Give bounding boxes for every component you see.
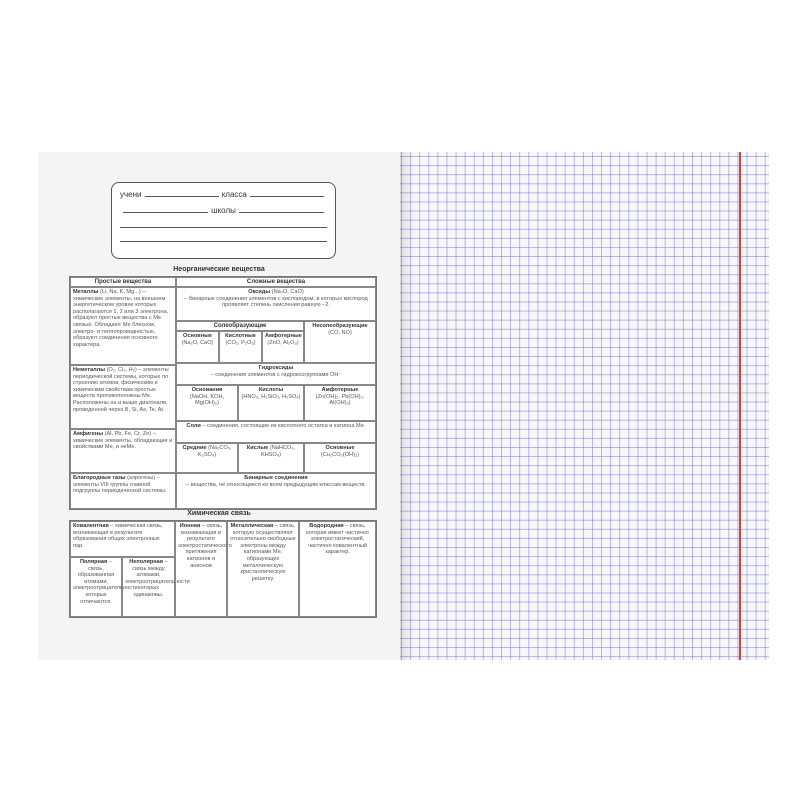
left-page xyxy=(38,152,401,660)
basic-oxides-ex: (Na₂O, CaO) xyxy=(181,339,214,346)
amphoteric-oxides-ex: (ZnO, Al₂O₃) xyxy=(267,339,299,346)
student-label: учени xyxy=(120,190,142,199)
salts-cell xyxy=(176,421,376,443)
hydrogen-title: Водородная xyxy=(309,523,344,529)
hydrogen-text: – связь, которая имеет частично электростатический, частично ковалентный характер. xyxy=(306,523,369,556)
name-label-box xyxy=(111,182,336,259)
complex-header: Сложные вещества xyxy=(176,277,376,287)
student-line xyxy=(145,195,219,197)
amph-hydr-title: Амфотерные xyxy=(321,387,359,393)
amphigens-text: (Al, Pb, Fe, Cr, Zn) – химические элементы, обладающие и свойствами Ме, и неМе. xyxy=(73,431,173,451)
bases-title: Основания xyxy=(191,387,223,393)
metals-text: (Li, Na, K, Mg...) – химические элементы, на внешнем энергетическом уровне которых располагаются 1, 2 или 3 электрона, образуют простые вещества с Ме связью. Обладают Ме блеском, электро- и теплопроводностью, образуют соединения основного характера. xyxy=(73,289,169,348)
acids-cell xyxy=(238,385,304,421)
medium-salts-cell xyxy=(176,443,238,473)
basic-oxides-title: Основные xyxy=(183,333,212,339)
label-row-student xyxy=(120,190,327,199)
hydroxides-text: – соединения элементов с гидроксогруппами OH⁻ xyxy=(210,371,342,378)
inorganic-title: Неорганические вещества xyxy=(173,266,265,273)
polar-text: – связь, образованная атомами, электроотрицательности которых отличаются. xyxy=(73,559,138,605)
bonds-table xyxy=(69,520,377,618)
non-salt-forming-cell xyxy=(304,321,376,363)
acidic-oxides-cell xyxy=(219,331,262,363)
salts-title: Соли xyxy=(186,423,201,429)
metallic-title: Металлическая xyxy=(230,523,274,529)
amph-hydr-ex: (Zn(OH)₂, Pb(OH)₂, Al(OH)₃) xyxy=(315,393,365,407)
nonpolar-cell xyxy=(122,557,190,617)
basic-salts-cell xyxy=(304,443,376,473)
medium-salts-ex: (Na₂CO₃, K₂SO₄) xyxy=(197,445,232,458)
amphigens-title: Амфигены xyxy=(73,431,104,437)
polar-cell xyxy=(70,557,138,617)
polar-title: Полярная xyxy=(80,559,108,565)
acidic-oxides-ex: (CO₂, P₂O₅) xyxy=(225,339,256,346)
metals-cell xyxy=(70,287,176,365)
class-label: класса xyxy=(221,190,247,199)
medium-salts-title: Средние xyxy=(182,445,207,451)
binary-text: – вещества, не относящиеся ко всем предыдущим классам веществ. xyxy=(186,481,366,488)
ionic-cell xyxy=(175,521,232,617)
salt-forming-header: Солеобразующие xyxy=(176,321,304,331)
metallic-cell xyxy=(227,521,299,617)
basic-oxides-cell xyxy=(176,331,219,363)
acids-ex: (HNO₃, H₂SiO₃, H₂SO₄) xyxy=(241,393,301,400)
label-line-4 xyxy=(120,241,327,242)
bonds-title: Химическая связь xyxy=(187,510,251,517)
spine-shadow xyxy=(400,152,414,660)
non-salt-forming-title: Несолеобразующие xyxy=(312,323,368,329)
non-salt-forming-ex: (CO, NO) xyxy=(328,329,352,336)
pre-school-line xyxy=(123,211,208,213)
oxides-cell xyxy=(176,287,376,321)
oxides-text: – бинарные соединения элементов с кислородом, в которых кислород проявляет степень окисления равную –2. xyxy=(184,295,368,309)
simple-header: Простые вещества xyxy=(70,277,176,287)
school-line xyxy=(239,211,324,213)
covalent-cell xyxy=(70,521,175,557)
nonpolar-text: – связь между атомами, электроотрицательности которых одинаковы. xyxy=(125,559,190,598)
inorganic-table xyxy=(69,276,377,510)
bases-cell xyxy=(176,385,238,421)
amphigens-cell xyxy=(70,429,176,473)
acid-salts-ex: (NaHCO₃, KHSO₄) xyxy=(261,445,296,458)
noble-title: Благородные газы xyxy=(73,475,126,481)
metallic-text: – связь, которую осуществляют относительно свободные электроны между катионами Ме, образующих металлическую кристаллическую решетку. xyxy=(230,523,296,582)
amphoteric-oxides-cell xyxy=(262,331,304,363)
binary-cell xyxy=(176,473,376,509)
acid-salts-cell xyxy=(238,443,304,473)
school-label: школы xyxy=(211,206,236,215)
label-row-school xyxy=(120,206,327,215)
oxides-title: Оксиды xyxy=(248,289,271,295)
class-line xyxy=(250,195,324,197)
covalent-title: Ковалентная xyxy=(73,523,109,529)
binary-title: Бинарные соединения xyxy=(244,475,308,481)
metals-title: Металлы xyxy=(73,289,99,295)
nonmetals-cell xyxy=(70,365,176,429)
acids-title: Кислоты xyxy=(258,387,284,393)
red-margin-line xyxy=(739,152,741,660)
basic-salts-title: Основные xyxy=(325,445,355,451)
right-page-grid xyxy=(400,152,769,660)
amphoteric-hydroxides-cell xyxy=(304,385,376,421)
basic-salts-ex: (Cu₂CO₃(OH)₂) xyxy=(320,451,359,458)
noble-gases-cell xyxy=(70,473,176,509)
hydrogen-cell xyxy=(299,521,376,617)
hydroxides-cell xyxy=(176,363,376,385)
nonmetals-title: Неметаллы xyxy=(73,367,105,373)
salts-text: – соединения, состоящие из кислотного остатка и катиона Ме. xyxy=(202,423,366,429)
oxides-formula: (Na₂O, CaO) xyxy=(271,289,304,295)
acidic-oxides-title: Кислотные xyxy=(225,333,256,339)
notebook-spread xyxy=(38,152,769,660)
ionic-title: Ионная xyxy=(179,523,201,529)
nonmetals-text: (O₂, Cl₂, H₂) – элементы периодической системы, которые по строению атомов, физическим и химическим свойствам простых веществ противоположны Ме. Расположены на и выше диагонали, проведенной через B, Si, As, Te, At. xyxy=(73,367,169,413)
ionic-text: – связь, возникающая в результате электростатического притяжения катионов и анионов xyxy=(178,523,232,569)
noble-text: (аэрогены) – элементы VIII группы главной подгруппы периодической системы. xyxy=(73,475,167,495)
covalent-text: – химическая связь, возникающая в результате образования общих электронных пар. xyxy=(73,523,163,549)
label-line-3 xyxy=(120,227,327,228)
hydroxides-title: Гидроксиды xyxy=(258,365,294,371)
acid-salts-title: Кислые xyxy=(246,445,269,451)
bases-ex: (NaOH, KOH, Mg(OH)₂) xyxy=(189,393,225,407)
amphoteric-oxides-title: Амфотерные xyxy=(265,333,302,339)
nonpolar-title: Неполярная xyxy=(129,559,164,565)
